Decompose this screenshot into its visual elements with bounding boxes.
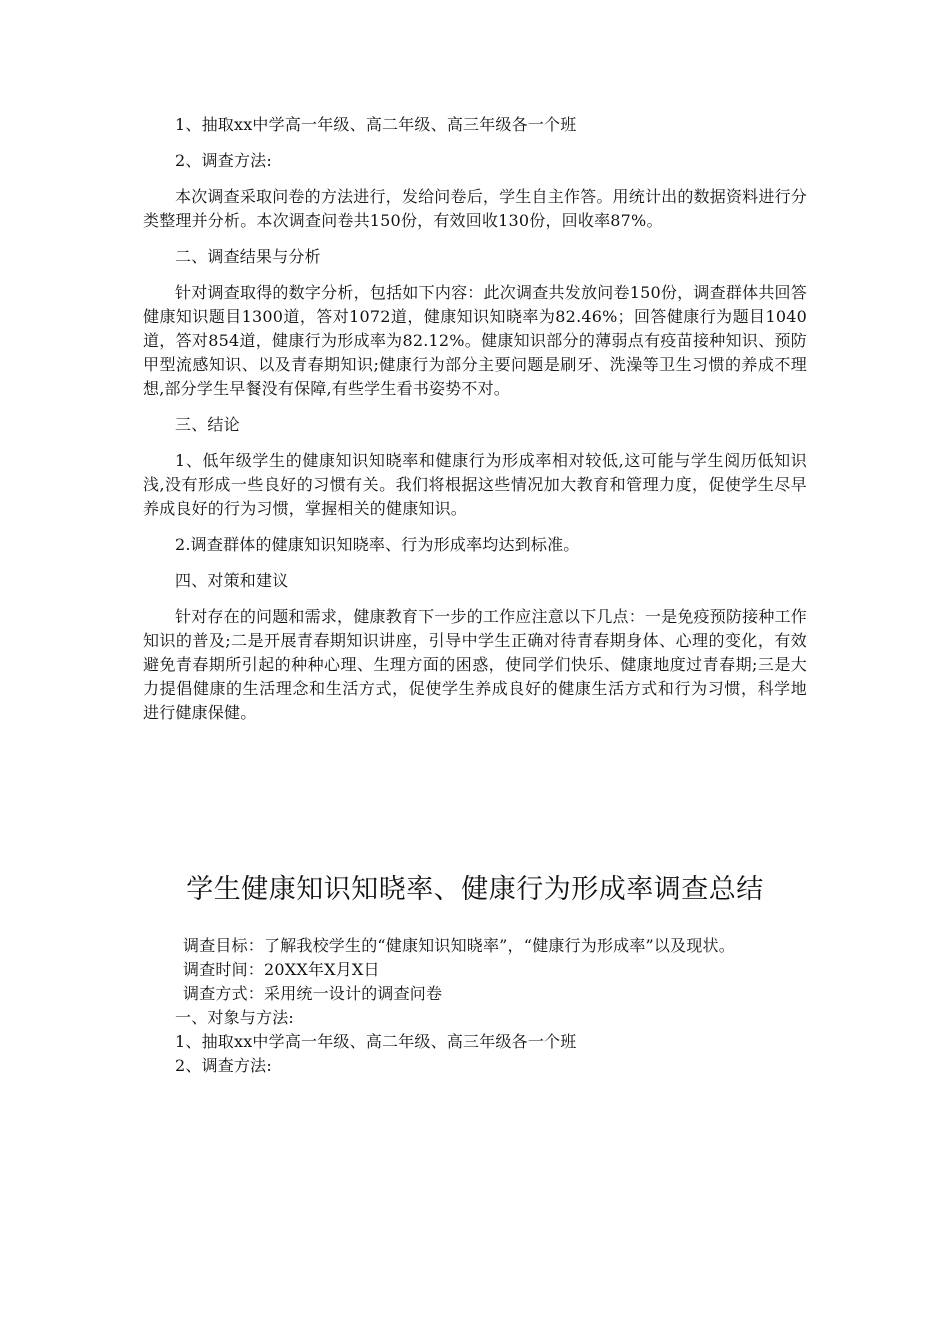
paragraph-conclusion-1: 1、低年级学生的健康知识知晓率和健康行为形成率相对较低,这可能与学生阅历低知识浅,没有形成一些良好的习惯有关。我们将根据这些情况加大教育和管理力度，促使学生尽早养成良好的行为习惯，掌握相关的健康知识。 xyxy=(143,451,807,518)
paragraph-results: 针对调查取得的数字分析，包括如下内容：此次调查共发放问卷150份，调查群体共回答健康知识题目1300道，答对1072道，健康知识知晓率为82.46%；回答健康行为题目1040道，答对854道，健康行为形成率为82.12%。健康知识部分的薄弱点有疫苗接种知识、预防甲型流感知识、以及青春期知识;健康行为部分主要问题是刷牙、洗澡等卫生习惯的养成不理想,部分学生早餐没有保障,有些学生看书姿势不对。 xyxy=(143,283,807,398)
paragraph-sample-selection-2: 1、抽取xx中学高一年级、高二年级、高三年级各一个班 xyxy=(175,1032,577,1051)
document-section-summary xyxy=(143,868,807,1078)
document-body-top xyxy=(143,113,807,725)
paragraph-suggestions: 针对存在的问题和需求，健康教育下一步的工作应注意以下几点：一是免疫预防接种工作知识的普及;二是开展青春期知识讲座，引导中学生正确对待青春期身体、心理的变化，有效避免青春期所引起的种种心理、生理方面的困惑，使同学们快乐、健康地度过青春期;三是大力提倡健康的生活理念和生活方式，促使学生养成良好的健康生活方式和行为习惯，科学地进行健康保健。 xyxy=(143,607,807,722)
paragraph-method-heading: 2、调查方法: xyxy=(175,151,272,170)
heading-conclusion: 三、结论 xyxy=(175,415,240,434)
paragraph-survey-method: 调查方式：采用统一设计的调查问卷 xyxy=(183,984,443,1003)
paragraph-method-description: 本次调查采取问卷的方法进行，发给问卷后，学生自主作答。用统计出的数据资料进行分类整理并分析。本次调查问卷共150份，有效回收130份，回收率87%。 xyxy=(143,187,807,230)
paragraph-survey-time: 调查时间：20XX年X月X日 xyxy=(183,960,380,979)
paragraph-conclusion-2: 2.调查群体的健康知识知晓率、行为形成率均达到标准。 xyxy=(175,535,580,554)
heading-suggestions: 四、对策和建议 xyxy=(175,571,289,590)
heading-subjects-methods: 一、对象与方法: xyxy=(175,1008,294,1027)
document-title: 学生健康知识知晓率、健康行为形成率调查总结 xyxy=(186,874,764,905)
paragraph-method-heading-2: 2、调查方法: xyxy=(175,1056,272,1075)
heading-results-analysis: 二、调查结果与分析 xyxy=(175,247,321,266)
paragraph-sample-selection: 1、抽取xx中学高一年级、高二年级、高三年级各一个班 xyxy=(175,115,577,134)
paragraph-survey-goal: 调查目标：了解我校学生的“健康知识知晓率”，“健康行为形成率”以及现状。 xyxy=(183,936,735,955)
